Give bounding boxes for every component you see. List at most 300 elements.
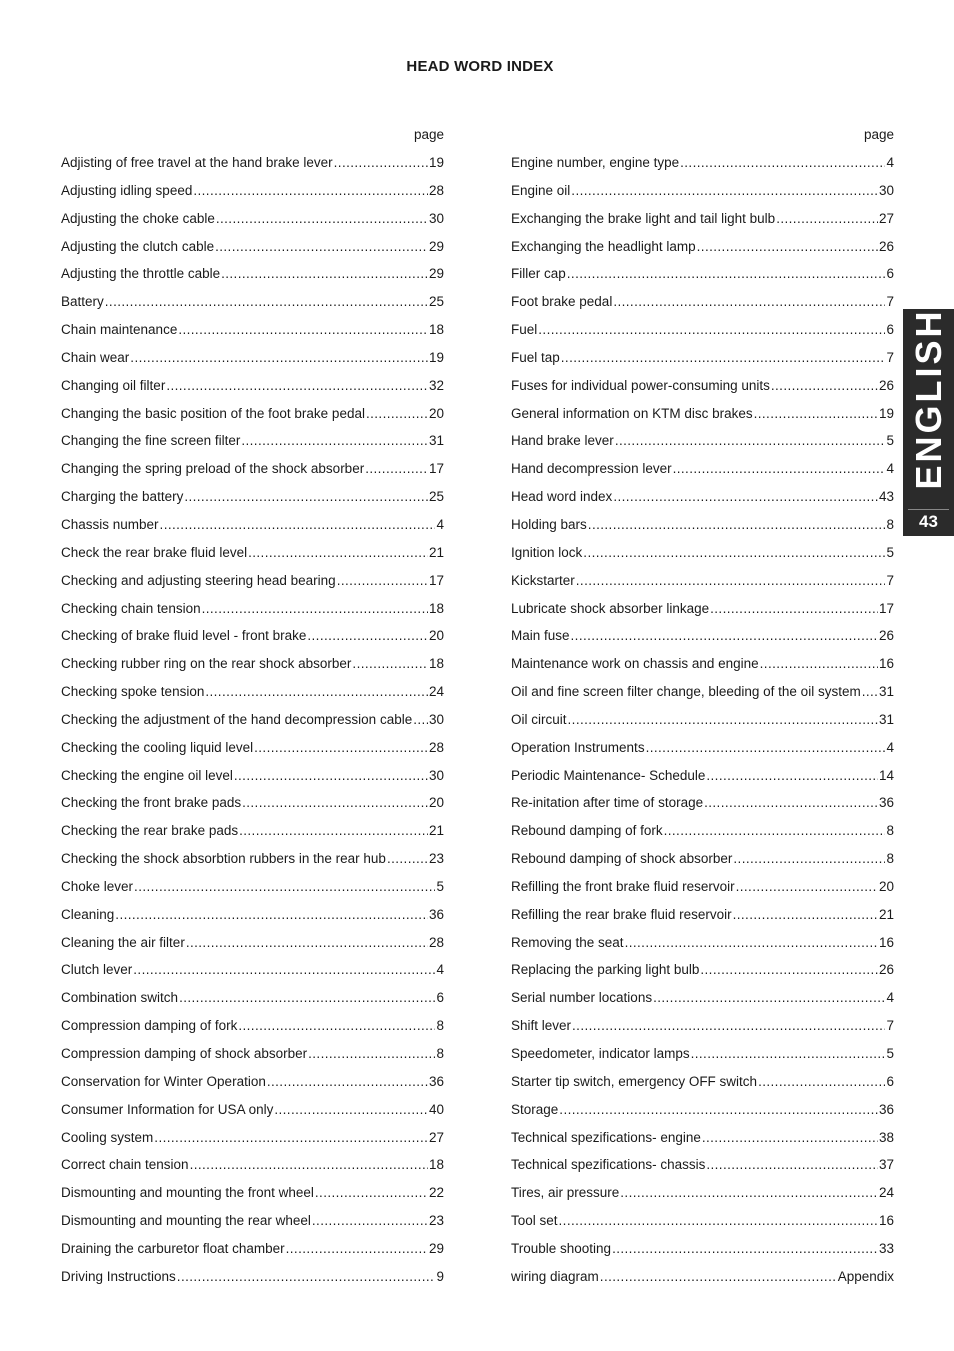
index-entry: [511, 764, 894, 792]
entry-page: 14: [878, 767, 894, 783]
entry-title: Cooling system: [61, 1129, 154, 1145]
entry-title: Refilling the rear brake fluid reservoir: [511, 906, 732, 922]
entry-page: 24: [428, 684, 444, 700]
entry-page: 6: [886, 266, 894, 282]
index-entry: [61, 1237, 444, 1265]
entry-title: Compression damping of shock absorber: [61, 1046, 308, 1061]
entry-page: 7: [886, 294, 894, 310]
dot-leader: [221, 262, 428, 286]
entry-page: 4: [436, 962, 444, 978]
index-entry: [511, 485, 894, 513]
entry-page: 28: [428, 934, 444, 950]
entry-title: Hand brake lever: [511, 433, 614, 449]
dot-leader: [387, 847, 428, 871]
dot-leader: [653, 986, 885, 1010]
dot-leader: [166, 374, 428, 398]
dot-leader: [154, 1126, 428, 1150]
entry-page: 30: [428, 711, 444, 727]
index-entry: [511, 1098, 894, 1126]
dot-leader: [242, 791, 428, 815]
entry-title: Checking of brake fluid level - front brake: [61, 628, 307, 644]
index-entry: [61, 485, 444, 513]
entry-page: 20: [428, 405, 444, 421]
entry-title: Engine oil: [511, 182, 571, 198]
entry-page: 18: [428, 656, 444, 672]
index-entry: [61, 1098, 444, 1126]
entry-title: Check the rear brake fluid level: [61, 544, 248, 560]
dot-leader: [567, 262, 886, 286]
index-entry: [61, 1014, 444, 1042]
entry-page: 31: [428, 433, 444, 449]
dot-leader: [612, 1237, 878, 1261]
entry-page: 24: [878, 1185, 894, 1201]
dot-leader: [760, 652, 878, 676]
dot-leader: [704, 791, 878, 815]
index-entry: [511, 986, 894, 1014]
entry-title: Checking the adjustment of the hand decompression cable: [61, 711, 413, 727]
entry-title: Rebound damping of shock absorber: [511, 851, 733, 867]
entry-title: Foot brake pedal: [511, 294, 613, 310]
dot-leader: [307, 624, 428, 648]
dot-leader: [862, 680, 878, 704]
dot-leader: [134, 875, 435, 899]
dot-leader: [583, 541, 885, 565]
dot-leader: [238, 1014, 435, 1038]
entry-page: 5: [886, 544, 894, 560]
dot-leader: [334, 151, 428, 175]
entry-title: Cleaning: [61, 906, 115, 922]
entry-title: Technical spezifications- engine: [511, 1129, 701, 1145]
entry-page: 4: [886, 990, 894, 1006]
entry-page: 6: [886, 1073, 894, 1089]
entry-page: 36: [428, 1073, 444, 1089]
dot-leader: [254, 736, 428, 760]
entry-page: 7: [886, 1018, 894, 1034]
dot-leader: [274, 1098, 428, 1122]
index-entry: [61, 541, 444, 569]
dot-leader: [178, 318, 428, 342]
entry-title: Checking and adjusting steering head bearing: [61, 572, 336, 588]
dot-leader: [160, 513, 436, 537]
dot-leader: [710, 597, 878, 621]
index-entries-left: [61, 151, 444, 1293]
entry-title: Checking chain tension: [61, 600, 201, 616]
dot-leader: [758, 1070, 885, 1094]
index-entry: [61, 569, 444, 597]
index-entry: [511, 207, 894, 235]
entry-title: Operation Instruments: [511, 739, 645, 755]
index-entry: [511, 875, 894, 903]
dot-leader: [267, 1070, 428, 1094]
dot-leader: [193, 179, 428, 203]
entry-page: 26: [878, 377, 894, 393]
entry-page: 29: [428, 266, 444, 282]
dot-leader: [234, 764, 428, 788]
entry-page: 8: [886, 516, 894, 532]
index-entry: [61, 624, 444, 652]
entry-page: 8: [886, 851, 894, 867]
entry-page: 27: [878, 210, 894, 226]
index-entry: [511, 151, 894, 179]
index-entry: [61, 1209, 444, 1237]
index-entry: [511, 290, 894, 318]
entry-title: Speedometer, indicator lamps: [511, 1046, 690, 1061]
entry-title: Driving Instructions: [61, 1268, 176, 1284]
dot-leader: [702, 1126, 878, 1150]
entry-title: Kickstarter: [511, 572, 575, 588]
index-entry: [61, 1265, 444, 1293]
dot-leader: [241, 429, 428, 453]
dot-leader: [130, 346, 428, 370]
entry-title: Correct chain tension: [61, 1157, 189, 1173]
index-entry: [61, 708, 444, 736]
entry-page: 31: [878, 684, 894, 700]
entry-title: Cleaning the air filter: [61, 934, 185, 950]
index-entry: [511, 1209, 894, 1237]
index-entry: [511, 513, 894, 541]
index-entry: [61, 652, 444, 680]
entry-title: General information on KTM disc brakes: [511, 405, 753, 421]
index-entries-right: [511, 151, 894, 1293]
entry-page: 5: [436, 878, 444, 894]
entry-title: Consumer Information for USA only: [61, 1101, 274, 1117]
dot-leader: [576, 569, 886, 593]
dot-leader: [559, 1209, 878, 1233]
entry-page: 36: [878, 795, 894, 811]
entry-title: Serial number locations: [511, 990, 653, 1006]
entry-page: 40: [428, 1101, 444, 1117]
entry-page: Appendix: [837, 1268, 894, 1284]
entry-page: 23: [428, 851, 444, 867]
dot-leader: [771, 374, 878, 398]
index-entry: [61, 235, 444, 263]
entry-title: Conservation for Winter Operation: [61, 1073, 266, 1089]
dot-leader: [736, 875, 878, 899]
index-entry: [511, 1181, 894, 1209]
entry-page: 28: [428, 182, 444, 198]
index-entry: [511, 1042, 894, 1070]
dot-leader: [588, 513, 886, 537]
entry-title: Checking the shock absorbtion rubbers in the rear hub: [61, 851, 386, 867]
entry-page: 7: [886, 572, 894, 588]
entry-page: 37: [878, 1157, 894, 1173]
index-entry: [511, 1070, 894, 1098]
dot-leader: [248, 541, 428, 565]
entry-title: Adjusting the throttle cable: [61, 266, 221, 282]
entry-title: Re-initation after time of storage: [511, 795, 704, 811]
entry-page: 23: [428, 1213, 444, 1229]
entry-page: 19: [428, 349, 444, 365]
index-entry: [511, 1014, 894, 1042]
entry-title: Changing the spring preload of the shock absorber: [61, 461, 365, 477]
entry-page: 32: [428, 377, 444, 393]
dot-leader: [538, 318, 885, 342]
entry-page: 21: [428, 544, 444, 560]
entry-page: 33: [878, 1240, 894, 1256]
entry-page: 16: [878, 656, 894, 672]
index-entry: [511, 318, 894, 346]
dot-leader: [620, 1181, 878, 1205]
dot-leader: [216, 207, 428, 231]
entry-title: Periodic Maintenance- Schedule: [511, 767, 706, 783]
index-entry: [511, 262, 894, 290]
entry-title: Tool set: [511, 1213, 558, 1229]
entry-page: 9: [436, 1268, 444, 1284]
entry-page: 4: [436, 516, 444, 532]
entry-page: 36: [428, 906, 444, 922]
entry-title: Exchanging the brake light and tail light bulb: [511, 210, 776, 226]
dot-leader: [700, 958, 878, 982]
entry-page: 4: [886, 739, 894, 755]
entry-page: 21: [878, 906, 894, 922]
index-entry: [511, 652, 894, 680]
entry-title: Changing the basic position of the foot brake pedal: [61, 405, 365, 421]
index-entry: [61, 875, 444, 903]
dot-leader: [186, 931, 428, 955]
index-entry: [61, 179, 444, 207]
index-entry: [511, 179, 894, 207]
index-entry: [61, 819, 444, 847]
index-entry: [61, 513, 444, 541]
entry-title: Checking the engine oil level: [61, 767, 233, 783]
index-entry: [511, 1237, 894, 1265]
page-number: 43: [919, 512, 938, 531]
dot-leader: [315, 1181, 428, 1205]
entry-page: 18: [428, 600, 444, 616]
page-column-label: page: [863, 127, 894, 142]
entry-title: Engine number, engine type: [511, 155, 680, 170]
index-entry: [511, 374, 894, 402]
index-entry: [61, 374, 444, 402]
entry-title: Dismounting and mounting the rear wheel: [61, 1213, 311, 1229]
dot-leader: [697, 235, 878, 259]
entry-page: 22: [428, 1185, 444, 1201]
index-entry: [511, 791, 894, 819]
entry-page: 6: [436, 990, 444, 1006]
index-entry: [61, 429, 444, 457]
entry-title: Trouble shooting: [511, 1240, 612, 1256]
entry-title: Rebound damping of fork: [511, 823, 663, 839]
dot-leader: [179, 986, 435, 1010]
language-label: ENGLISH: [907, 308, 949, 490]
dot-leader: [352, 652, 428, 676]
tab-divider: [908, 509, 949, 510]
entry-title: Maintenance work on chassis and engine: [511, 656, 759, 672]
entry-title: Checking the cooling liquid level: [61, 739, 254, 755]
dot-leader: [413, 708, 428, 732]
page-column-label: page: [413, 127, 444, 142]
entry-page: 18: [428, 322, 444, 338]
entry-page: 17: [428, 572, 444, 588]
entry-page: 16: [878, 1213, 894, 1229]
index-entry: [61, 597, 444, 625]
index-entry: [511, 1153, 894, 1181]
entry-page: 43: [878, 489, 894, 505]
index-entry: [61, 1042, 444, 1070]
entry-title: Oil and fine screen filter change, bleeding of the oil system: [511, 684, 861, 700]
entry-title: Draining the carburetor float chamber: [61, 1240, 285, 1256]
entry-title: Adjusting the choke cable: [61, 210, 215, 226]
index-entry: [61, 847, 444, 875]
index-entry: [61, 680, 444, 708]
entry-page: 20: [428, 795, 444, 811]
entry-title: Hand decompression lever: [511, 461, 672, 477]
entry-title: Tires, air pressure: [511, 1185, 620, 1201]
entry-title: Lubricate shock absorber linkage: [511, 600, 710, 616]
entry-page: 29: [428, 238, 444, 254]
dot-leader: [613, 290, 885, 314]
entry-title: Checking rubber ring on the rear shock absorber: [61, 656, 352, 672]
dot-leader: [215, 235, 428, 259]
entry-page: 26: [878, 628, 894, 644]
index-entry: [511, 346, 894, 374]
index-entry: [511, 931, 894, 959]
dot-leader: [115, 903, 428, 927]
index-entry: [61, 791, 444, 819]
entry-title: Adjusting idling speed: [61, 182, 193, 198]
dot-leader: [673, 457, 886, 481]
page-title: HEAD WORD INDEX: [406, 58, 554, 75]
dot-leader: [239, 819, 428, 843]
dot-leader: [680, 151, 885, 175]
entry-title: Checking spoke tension: [61, 684, 205, 700]
entry-page: 31: [878, 711, 894, 727]
entry-page: 17: [428, 461, 444, 477]
index-column-left: [61, 124, 444, 1293]
dot-leader: [184, 485, 428, 509]
index-entry: [511, 429, 894, 457]
entry-title: Shift lever: [511, 1018, 572, 1034]
entry-page: 7: [886, 349, 894, 365]
index-entry: [511, 680, 894, 708]
index-entry: [61, 1153, 444, 1181]
dot-leader: [625, 931, 878, 955]
entry-title: Storage: [511, 1101, 559, 1117]
entry-title: Technical spezifications- chassis: [511, 1157, 706, 1173]
entry-page: 26: [878, 962, 894, 978]
dot-leader: [133, 958, 435, 982]
dot-leader: [365, 457, 428, 481]
entry-title: Changing oil filter: [61, 377, 166, 393]
entry-title: Chain maintenance: [61, 322, 178, 338]
entry-page: 30: [428, 210, 444, 226]
entry-title: Checking the front brake pads: [61, 795, 242, 811]
entry-page: 28: [428, 739, 444, 755]
entry-page: 5: [886, 1046, 894, 1061]
entry-title: Head word index: [511, 489, 613, 505]
index-entry: [61, 1126, 444, 1154]
index-entry: [61, 958, 444, 986]
dot-leader: [613, 485, 878, 509]
entry-title: Adjisting of free travel at the hand brake lever: [61, 155, 333, 170]
entry-title: Ignition lock: [511, 544, 583, 560]
dot-leader: [286, 1237, 428, 1261]
index-entry: [511, 1265, 894, 1293]
entry-title: Fuel: [511, 322, 538, 338]
entry-page: 30: [428, 767, 444, 783]
entry-page: 17: [878, 600, 894, 616]
dot-leader: [205, 680, 428, 704]
index-entry: [61, 318, 444, 346]
entry-page: 8: [886, 823, 894, 839]
entry-page: 20: [878, 878, 894, 894]
entry-page: 20: [428, 628, 444, 644]
index-entry: [61, 262, 444, 290]
entry-title: Adjusting the clutch cable: [61, 238, 215, 254]
index-entry: [61, 151, 444, 179]
index-entry: [511, 903, 894, 931]
index-column-right: [511, 124, 894, 1293]
entry-page: 4: [886, 461, 894, 477]
entry-title: Chain wear: [61, 349, 130, 365]
dot-leader: [312, 1209, 428, 1233]
dot-leader: [568, 708, 878, 732]
entry-page: 4: [886, 155, 894, 170]
dot-leader: [664, 819, 886, 843]
index-entry: [61, 931, 444, 959]
index-entry: [511, 457, 894, 485]
index-entry: [511, 847, 894, 875]
index-entry: [61, 1070, 444, 1098]
index-entry: [61, 290, 444, 318]
entry-title: Replacing the parking light bulb: [511, 962, 700, 978]
entry-title: wiring diagram: [511, 1268, 599, 1284]
dot-leader: [190, 1153, 428, 1177]
dot-leader: [571, 624, 878, 648]
entry-page: 6: [886, 322, 894, 338]
index-entry: [61, 903, 444, 931]
index-entry: [61, 207, 444, 235]
entry-page: 19: [428, 155, 444, 170]
entry-title: Oil circuit: [511, 711, 567, 727]
entry-title: Checking the rear brake pads: [61, 823, 239, 839]
index-entry: [511, 235, 894, 263]
dot-leader: [337, 569, 428, 593]
dot-leader: [366, 402, 428, 426]
index-entry: [511, 624, 894, 652]
language-tab: [903, 309, 954, 536]
index-entry: [61, 764, 444, 792]
index-entry: [511, 736, 894, 764]
entry-page: 25: [428, 489, 444, 505]
entry-title: Exchanging the headlight lamp: [511, 238, 696, 254]
dot-leader: [754, 402, 878, 426]
entry-title: Removing the seat: [511, 934, 624, 950]
entry-title: Dismounting and mounting the front wheel: [61, 1185, 314, 1201]
entry-page: 8: [436, 1018, 444, 1034]
entry-page: 29: [428, 1240, 444, 1256]
dot-leader: [559, 1098, 878, 1122]
index-entry: [61, 457, 444, 485]
entry-page: 5: [886, 433, 894, 449]
index-entry: [511, 541, 894, 569]
entry-page: 25: [428, 294, 444, 310]
dot-leader: [646, 736, 886, 760]
index-entry: [511, 1126, 894, 1154]
entry-page: 30: [878, 182, 894, 198]
dot-leader: [571, 179, 878, 203]
entry-title: Starter tip switch, emergency OFF switch: [511, 1073, 758, 1089]
entry-title: Clutch lever: [61, 962, 133, 978]
entry-title: Changing the fine screen filter: [61, 433, 241, 449]
dot-leader: [308, 1042, 435, 1066]
index-entry: [511, 597, 894, 625]
entry-page: 26: [878, 238, 894, 254]
entry-page: 36: [878, 1101, 894, 1117]
dot-leader: [733, 903, 878, 927]
entry-page: 18: [428, 1157, 444, 1173]
entry-page: 8: [436, 1046, 444, 1061]
